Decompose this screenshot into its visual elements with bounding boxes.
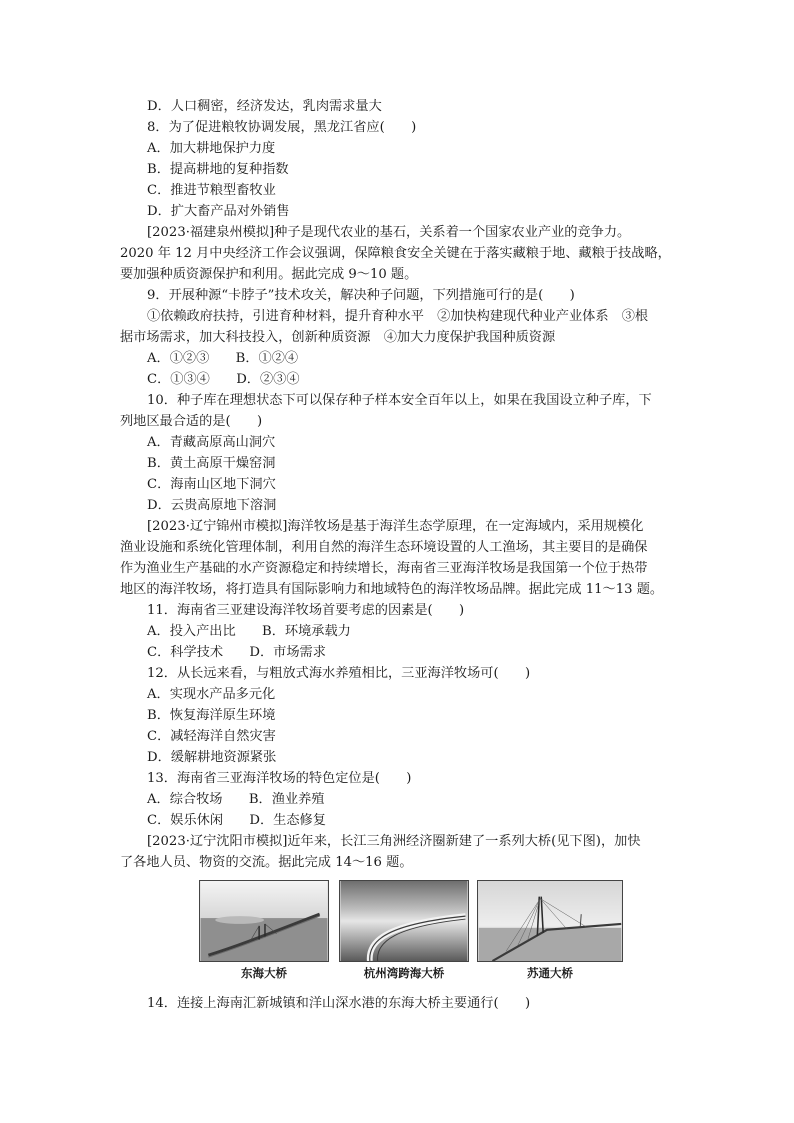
q9-options-ab: A．①②③ B．①②④ bbox=[147, 351, 299, 366]
q9-statements-line-2: 据市场需求，加大科技投入，创新种质资源 ④加大力度保护我国种质资源 bbox=[120, 330, 556, 345]
donghai-bridge-photo bbox=[199, 880, 329, 962]
q8-option-c: C．推进节粮型畜牧业 bbox=[147, 183, 276, 198]
q12-option-c: C．减轻海洋自然灾害 bbox=[147, 729, 276, 744]
sutong-bridge-image bbox=[478, 881, 622, 961]
question-10-line-2: 列地区最合适的是( ) bbox=[120, 414, 263, 429]
donghai-bridge-image bbox=[200, 881, 328, 961]
question-13: 13．海南省三亚海洋牧场的特色定位是( ) bbox=[147, 771, 412, 786]
q13-options-ab: A．综合牧场 B．渔业养殖 bbox=[147, 792, 325, 807]
q10-option-b: B．黄土高原干燥窑洞 bbox=[147, 456, 276, 471]
caption-sutong-bridge: 苏通大桥 bbox=[527, 966, 573, 980]
caption-donghai-bridge: 东海大桥 bbox=[241, 966, 287, 980]
passage-1-line-3: 要加强种质资源保护和利用。据此完成 9～10 题。 bbox=[120, 267, 418, 282]
passage-1-line-2: 2020 年 12 月中央经济工作会议强调，保障粮食安全关键在于落实藏粮于地、藏粮于技战略， bbox=[120, 246, 671, 261]
q10-option-a: A．青藏高原高山洞穴 bbox=[147, 435, 276, 450]
passage-3-line-1: [2023·辽宁沈阳市模拟]近年来，长江三角洲经济圈新建了一系列大桥(见下图)，加快 bbox=[147, 834, 641, 849]
q7-option-d: D．人口稠密，经济发达，乳肉需求量大 bbox=[147, 99, 382, 114]
figure-panel-sutong bbox=[477, 880, 607, 981]
passage-1-line-1: [2023·福建泉州模拟]种子是现代农业的基石，关系着一个国家农业产业的竞争力。 bbox=[147, 225, 631, 240]
q12-option-b: B．恢复海洋原生环境 bbox=[147, 708, 276, 723]
q11-options-cd: C．科学技术 D．市场需求 bbox=[147, 645, 326, 660]
sutong-bridge-photo bbox=[477, 880, 623, 962]
question-12: 12．从长远来看，与粗放式海水养殖相比，三亚海洋牧场可( ) bbox=[147, 666, 531, 681]
q8-option-b: B．提高耕地的复种指数 bbox=[147, 162, 289, 177]
hangzhou-bay-bridge-photo bbox=[339, 880, 469, 962]
hangzhou-bay-bridge-image bbox=[340, 881, 468, 961]
passage-2-line-3: 作为渔业生产基础的水产资源稳定和持续增长，海南省三亚海洋牧场是我国第一个位于热带 bbox=[120, 561, 648, 576]
figure-panel-donghai bbox=[199, 880, 329, 981]
q12-option-d: D．缓解耕地资源紧张 bbox=[147, 750, 277, 765]
caption-hangzhou-bay-bridge: 杭州湾跨海大桥 bbox=[363, 966, 445, 980]
bridge-photos-figure bbox=[199, 880, 625, 990]
question-10-line-1: 10．种子库在理想状态下可以保存种子样本安全百年以上，如果在我国设立种子库，下 bbox=[147, 393, 652, 408]
question-8: 8．为了促进粮牧协调发展，黑龙江省应( ) bbox=[147, 120, 417, 135]
q9-options-cd: C．①③④ D．②③④ bbox=[147, 372, 300, 387]
q9-statements-line-1: ①依赖政府扶持，引进育种材料，提升育种水平 ②加快构建现代种业产业体系 ③根 bbox=[147, 309, 649, 324]
passage-2-line-4: 地区的海洋牧场，将打造具有国际影响力和地域特色的海洋牧场品牌。据此完成 11～13 题。 bbox=[120, 582, 664, 597]
passage-3-line-2: 了各地人员、物资的交流。据此完成 14～16 题。 bbox=[120, 855, 413, 870]
q10-option-d: D．云贵高原地下溶洞 bbox=[147, 498, 277, 513]
q8-option-d: D．扩大畜产品对外销售 bbox=[147, 204, 290, 219]
question-14: 14．连接上海南汇新城镇和洋山深水港的东海大桥主要通行( ) bbox=[147, 996, 531, 1011]
passage-2-line-2: 渔业设施和系统化管理体制，利用自然的海洋生态环境设置的人工渔场，其主要目的是确保 bbox=[120, 540, 648, 555]
q11-options-ab: A．投入产出比 B．环境承载力 bbox=[147, 624, 351, 639]
q8-option-a: A．加大耕地保护力度 bbox=[147, 141, 276, 156]
figure-panel-hangzhouwan bbox=[339, 880, 469, 981]
passage-2-line-1: [2023·辽宁锦州市模拟]海洋牧场是基于海洋生态学原理，在一定海域内，采用规模化 bbox=[147, 519, 644, 534]
question-9: 9．开展种源“卡脖子”技术攻关，解决种子问题，下列措施可行的是( ) bbox=[147, 288, 575, 303]
q13-options-cd: C．娱乐休闲 D．生态修复 bbox=[147, 813, 326, 828]
question-11: 11．海南省三亚建设海洋牧场首要考虑的因素是( ) bbox=[147, 603, 465, 618]
q12-option-a: A．实现水产品多元化 bbox=[147, 687, 276, 702]
q10-option-c: C．海南山区地下洞穴 bbox=[147, 477, 276, 492]
